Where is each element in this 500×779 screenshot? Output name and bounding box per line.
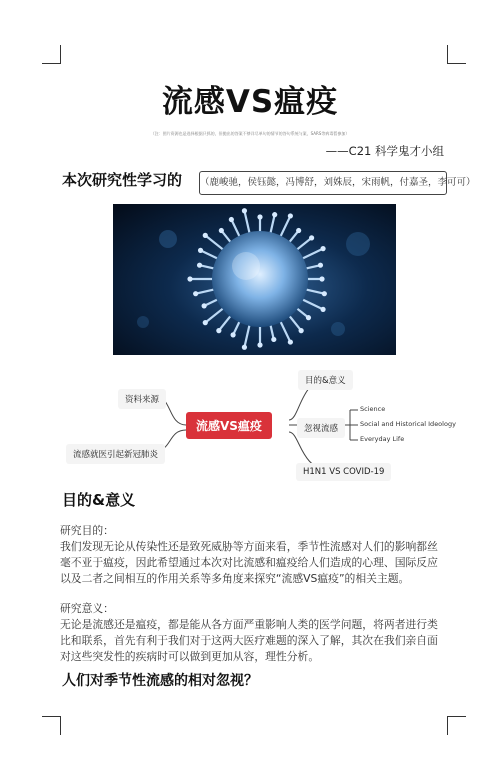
significance-text: 无论是流感还是瘟疫，都是能从各方面严重影响人类的医学问题，将两者进行类比和联系，首先有利于我们对于这两大医疗难题的深入了解，其次在我们亲自面对这些突发性的疾病时可以做到更加从容，理性分析。 <box>60 618 438 663</box>
mindmap-leaf-everyday: Everyday Life <box>360 435 405 443</box>
crop-mark-top-left <box>42 45 61 64</box>
purpose-label: 研究目的： <box>60 524 114 537</box>
significance-label: 研究意义： <box>60 602 114 615</box>
virus-image <box>113 204 396 355</box>
section-neglect-heading: 人们对季节性流感的相对忽视？ <box>62 673 258 689</box>
mindmap-leaf-social: Social and Historical Ideology <box>360 420 456 428</box>
mindmap-node-sources: 资料来源 <box>118 389 166 409</box>
mindmap-center: 流感VS瘟疫 <box>186 412 272 439</box>
purpose-text: 我们发现无论从传染性还是致死威胁等方面来看，季节性流感对人们的影响都丝毫不亚于瘟疫，因此希望通过本次对比流感和瘟疫给人们造成的心理、国际反应以及二者之间相互的作用关系等多角度来探究“流感VS瘟疫”的相关主题。 <box>60 540 438 585</box>
mindmap-node-neglect: 忽视流感 <box>297 418 345 438</box>
crop-mark-bottom-left <box>42 716 61 735</box>
mindmap-node-purpose: 目的&意义 <box>298 370 353 390</box>
mindmap-node-h1n1: H1N1 VS COVID-19 <box>296 463 391 481</box>
significance-paragraph <box>60 601 440 665</box>
group-name: ——C21 科学鬼才小组 <box>325 144 444 158</box>
crop-mark-bottom-right <box>447 716 466 735</box>
virus-illustration <box>113 204 396 355</box>
mindmap-node-covid: 流感就医引起新冠肺炎 <box>66 444 165 464</box>
mindmap-leaf-science: Science <box>360 405 386 413</box>
section-purpose-heading: 目的&意义 <box>62 491 136 509</box>
purpose-paragraph <box>60 523 440 587</box>
study-heading: 本次研究性学习的 <box>62 171 183 189</box>
crop-mark-top-right <box>447 45 466 64</box>
members-box: （鹿峻驰，侯钰懿，冯博舒，刘姝辰，宋雨帆，付嘉圣，李可可） <box>199 171 447 195</box>
title-note: （注：图片资源也是选择根据只抓的，但抛出的答案不够详尽单句的情节的答句系统与案，SARS等病毒暂参加） <box>150 131 350 136</box>
page-title: 流感VS瘟疫 <box>161 84 339 120</box>
